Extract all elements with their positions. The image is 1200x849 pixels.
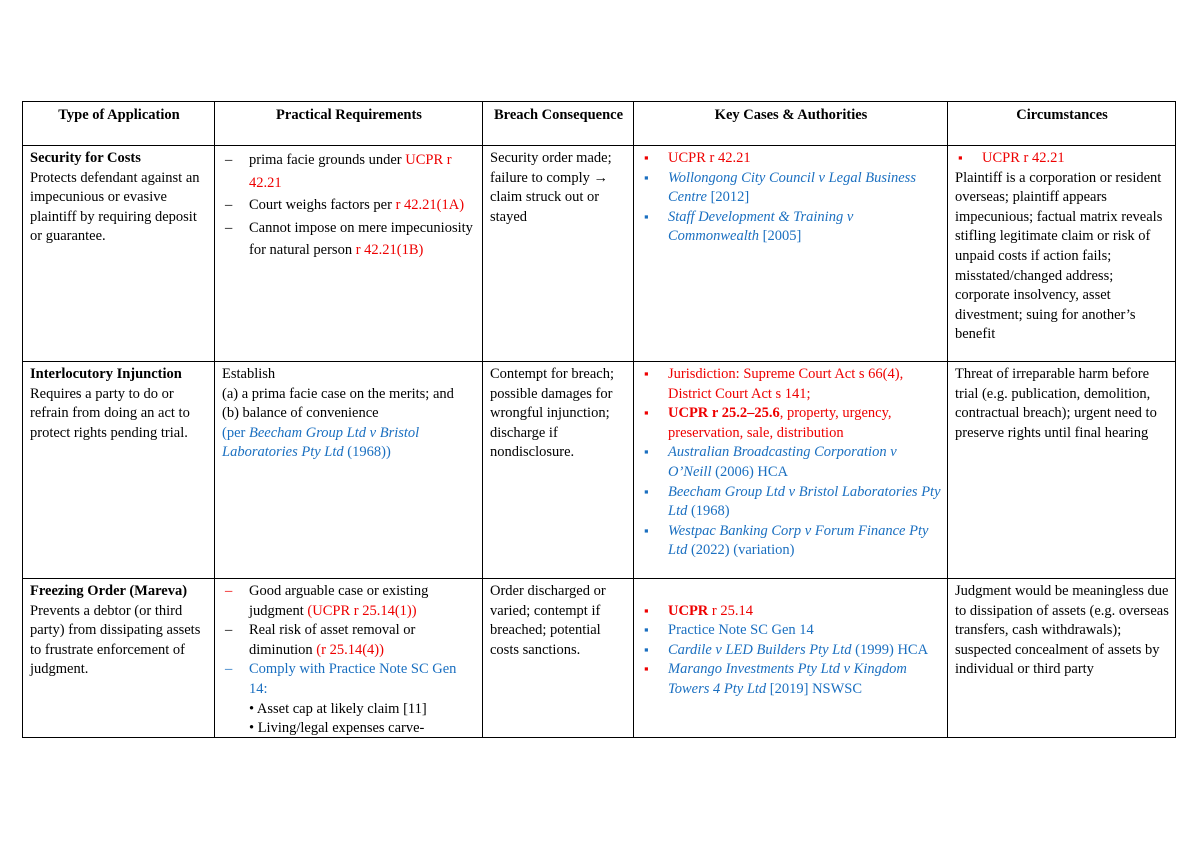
case-item: ▪ Cardile v LED Builders Pty Ltd (1999) HCA <box>641 641 941 661</box>
header-circumstances: Circumstances <box>948 102 1176 146</box>
breach-cell: Contempt for breach; possible damages for wrongful injunction; discharge if nondisclosure. <box>483 362 634 579</box>
requirement-item: – Good arguable case or existing judgment (UCPR r 25.14(1)) <box>222 582 476 621</box>
requirements-cell <box>215 146 483 362</box>
header-practical: Practical Requirements <box>215 102 483 146</box>
circumstance-text: Threat of irreparable harm before trial (e.g. publication, demolition, contractual breach); urgent need to preserve rights until final hearing <box>955 366 1157 441</box>
circumstances-cell <box>948 146 1176 362</box>
breach-cell: Security order made; failure to comply → claim struck out or stayed <box>483 146 634 362</box>
requirement-intro: Establish <box>222 366 276 382</box>
requirements-cell <box>215 579 483 738</box>
type-cell <box>23 146 215 362</box>
table-row <box>23 579 1176 738</box>
circumstance-text: Judgment would be meaningless due to dissipation of assets (e.g. overseas transfers, cash withdrawals); suspected concealment of assets by individual or third party <box>955 583 1169 678</box>
application-title: Interlocutory Injunction <box>30 366 182 382</box>
requirement-item: (b) balance of convenience <box>222 405 379 422</box>
spacer <box>641 582 941 602</box>
application-title: Security for Costs <box>30 150 141 166</box>
circumstance-ref: ▪ UCPR r 42.21 <box>955 149 1169 169</box>
header-cases: Key Cases & Authorities <box>634 102 948 146</box>
case-item: ▪ Westpac Banking Corp v Forum Finance Pty Ltd (2022) (variation) <box>641 522 941 561</box>
cases-cell <box>634 579 948 738</box>
case-item: ▪ Australian Broadcasting Corporation v O’Neill (2006) HCA <box>641 443 941 482</box>
case-item: ▪ UCPR r 25.2–25.6, property, urgency, preservation, sale, distribution <box>641 404 941 443</box>
requirement-item: – prima facie grounds under UCPR r 42.21 <box>222 149 476 194</box>
case-item: ▪ Wollongong City Council v Legal Business Centre [2012] <box>641 169 941 208</box>
requirement-item: – Comply with Practice Note SC Gen 14: <box>222 660 476 699</box>
applications-table <box>22 101 1176 738</box>
type-cell <box>23 579 215 738</box>
cases-cell <box>634 146 948 362</box>
case-item: ▪ Marango Investments Pty Ltd v Kingdom Towers 4 Pty Ltd [2019] NSWSC <box>641 660 941 699</box>
breach-cell: Order discharged or varied; contempt if breached; potential costs sanctions. <box>483 579 634 738</box>
circumstances-cell <box>948 362 1176 579</box>
header-breach: Breach Consequence <box>483 102 634 146</box>
requirement-item: – Cannot impose on mere impecuniosity for natural person r 42.21(1B) <box>222 217 476 262</box>
requirement-item: – Court weighs factors per r 42.21(1A) <box>222 194 476 217</box>
case-item: ▪ Beecham Group Ltd v Bristol Laboratories Pty Ltd (1968) <box>641 483 941 522</box>
circumstance-text: Plaintiff is a corporation or resident overseas; plaintiff appears impecunious; factual matrix reveals stifling legitimate claim or risk of unpaid costs if action fails; misstated/changed address; corporate insolvency, asset divestment; suing for another’s benefit <box>955 169 1163 343</box>
case-item: ▪ UCPR r 42.21 <box>641 149 941 169</box>
case-item: ▪ Practice Note SC Gen 14 <box>641 621 941 641</box>
case-item: ▪ UCPR r 25.14 <box>641 602 941 622</box>
requirement-citation: (per Beecham Group Ltd v Bristol Laboratories Pty Ltd (1968)) <box>222 424 420 461</box>
header-type: Type of Application <box>23 102 215 146</box>
case-item: ▪ Jurisdiction: Supreme Court Act s 66(4), District Court Act s 141; <box>641 365 941 404</box>
application-description: Requires a party to do or refrain from doing an act to protect rights pending trial. <box>30 385 190 441</box>
circumstances-cell <box>948 579 1176 738</box>
table-row <box>23 146 1176 362</box>
application-description: Protects defendant against an impecunious or evasive plaintiff by requiring deposit or guarantee. <box>30 169 200 245</box>
requirements-cell <box>215 362 483 579</box>
header-row <box>23 102 1176 146</box>
application-description: Prevents a debtor (or third party) from dissipating assets to frustrate enforcement of judgment. <box>30 602 201 678</box>
application-title: Freezing Order (Mareva) <box>30 583 188 599</box>
case-item: ▪ Staff Development & Training v Commonwealth [2005] <box>641 208 941 247</box>
requirement-subitem: • Living/legal expenses carve- <box>249 720 425 736</box>
requirement-subitem: • Asset cap at likely claim [11] <box>249 700 427 717</box>
cases-cell <box>634 362 948 579</box>
requirement-item: (a) a prima facie case on the merits; and <box>222 385 454 402</box>
type-cell <box>23 362 215 579</box>
requirement-item: – Real risk of asset removal or diminution (r 25.14(4)) <box>222 621 476 660</box>
table-row <box>23 362 1176 579</box>
